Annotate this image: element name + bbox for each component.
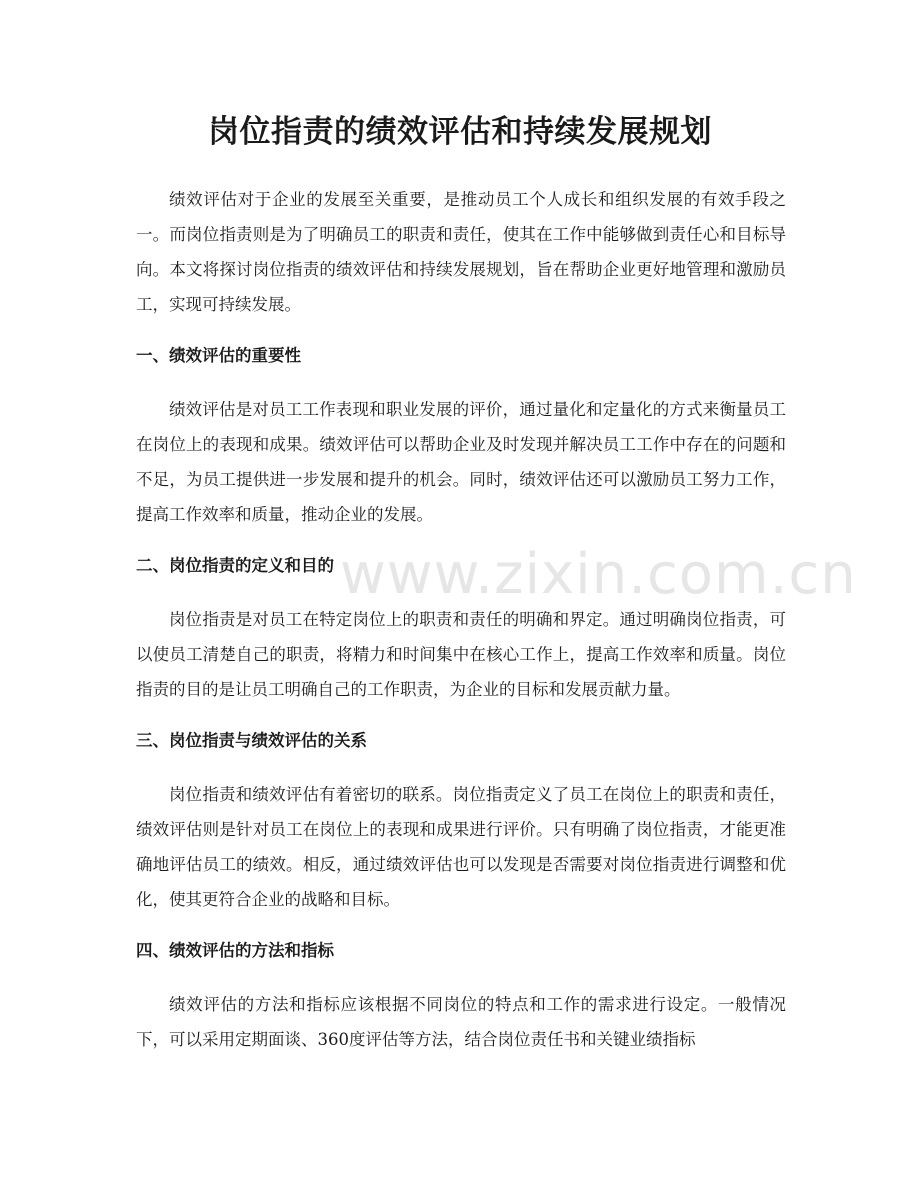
section-paragraph-1: 绩效评估是对员工工作表现和职业发展的评价，通过量化和定量化的方式来衡量员工在岗位上的表现和成果。绩效评估可以帮助企业及时发现并解决员工工作中存在的问题和不足，为员工提供进一步发展和提升的机会。同时，绩效评估还可以激励员工努力工作，提高工作效率和质量，推动企业的发展。 xyxy=(136,400,786,524)
section-paragraph-2: 岗位指责是对员工在特定岗位上的职责和责任的明确和界定。通过明确岗位指责，可以使员工清楚自己的职责，将精力和时间集中在核心工作上，提高工作效率和质量。岗位指责的目的是让员工明确自己的工作职责，为企业的目标和发展贡献力量。 xyxy=(136,610,786,699)
intro-paragraph: 绩效评估对于企业的发展至关重要，是推动员工个人成长和组织发展的有效手段之一。而岗位指责则是为了明确员工的职责和责任，使其在工作中能够做到责任心和目标导向。本文将探讨岗位指责的绩效评估和持续发展规划，旨在帮助企业更好地管理和激励员工，实现可持续发展。 xyxy=(136,190,786,314)
document-title: 岗位指责的绩效评估和持续发展规划 xyxy=(208,114,712,150)
section-heading-1: 一、绩效评估的重要性 xyxy=(136,346,301,365)
watermark-text: www.zixin.com.cn xyxy=(340,542,857,607)
document-body xyxy=(136,182,786,1057)
section-paragraph-4: 绩效评估的方法和指标应该根据不同岗位的特点和工作的需求进行设定。一般情况下，可以采用定期面谈、360度评估等方法，结合岗位责任书和关键业绩指标 xyxy=(136,995,786,1049)
section-heading-2: 二、岗位指责的定义和目的 xyxy=(136,556,334,575)
section-paragraph-3: 岗位指责和绩效评估有着密切的联系。岗位指责定义了员工在岗位上的职责和责任，绩效评估则是针对员工在岗位上的表现和成果进行评价。只有明确了岗位指责，才能更准确地评估员工的绩效。相反，通过绩效评估也可以发现是否需要对岗位指责进行调整和优化，使其更符合企业的战略和目标。 xyxy=(136,785,786,909)
section-heading-3: 三、岗位指责与绩效评估的关系 xyxy=(136,731,367,750)
section-heading-4: 四、绩效评估的方法和指标 xyxy=(136,941,334,960)
